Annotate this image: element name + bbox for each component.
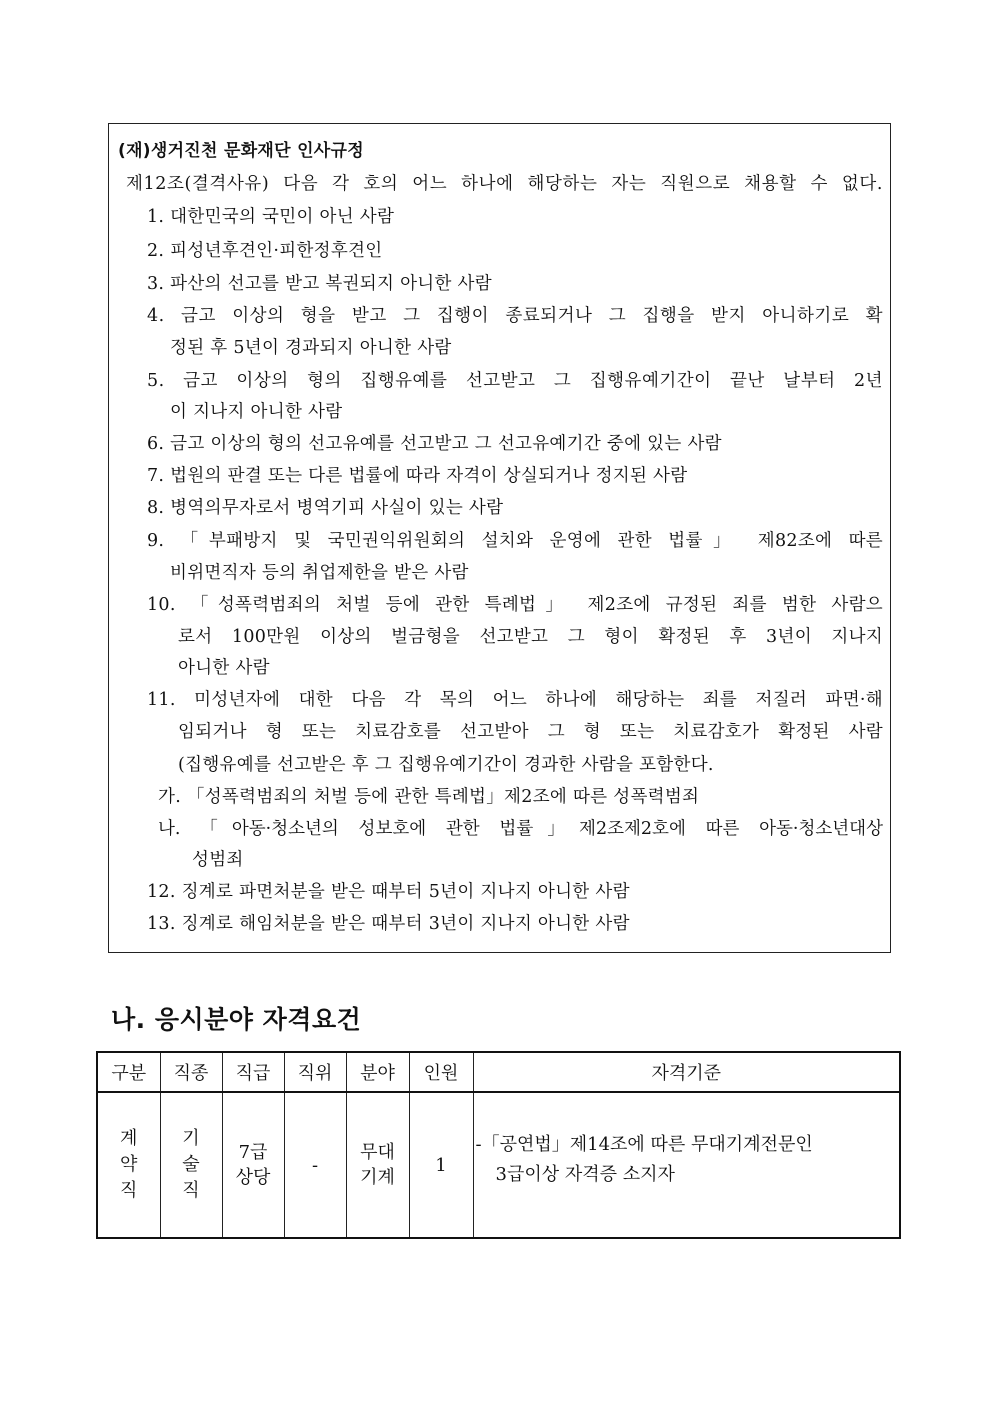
item-7: 7. 법원의 판결 또는 다른 법률에 따라 자격이 상실되거나 정지된 사람 xyxy=(147,466,688,486)
item-5-line1: 5. 금고 이상의 형의 집행유예를 선고받고 그 집행유예기간이 끝난 날부터 2년 xyxy=(147,371,883,391)
criteria-line: 3급이상 자격증 소지자 xyxy=(495,1164,675,1185)
table-header-row xyxy=(97,1052,900,1092)
header-position: 직위 xyxy=(284,1052,346,1092)
item-11-line2: 임되거나 형 또는 치료감호를 선고받아 그 형 또는 치료감호가 확정된 사람 xyxy=(178,722,883,742)
item-9 xyxy=(147,529,883,553)
header-job-type: 직종 xyxy=(160,1052,222,1092)
item-11-na-line1: 나. 「아동·청소년의 성보호에 관한 법률」제2조제2호에 따른 아동·청소년대상 xyxy=(158,819,883,839)
table-row xyxy=(97,1092,900,1238)
section-heading: 나. 응시분야 자격요건 xyxy=(111,1005,362,1034)
requirements-table xyxy=(96,1051,901,1239)
item-11-cont1 xyxy=(178,720,883,744)
field-line: 기계 xyxy=(360,1167,395,1188)
item-5 xyxy=(147,369,883,393)
item-11-line1: 11. 미성년자에 대한 다음 각 목의 어느 하나에 해당하는 죄를 저질러 파면·해 xyxy=(147,690,883,710)
header-field: 분야 xyxy=(346,1052,409,1092)
cell-category xyxy=(97,1092,160,1238)
item-12: 12. 징계로 파면처분을 받은 때부터 5년이 지나지 아니한 사람 xyxy=(147,882,630,902)
cell-position: - xyxy=(284,1092,346,1238)
item-13: 13. 징계로 해임처분을 받은 때부터 3년이 지나지 아니한 사람 xyxy=(147,914,630,934)
header-criteria: 자격기준 xyxy=(473,1052,900,1092)
item-11-na xyxy=(158,817,883,841)
job-type-char: 술 xyxy=(182,1154,200,1175)
category-char: 약 xyxy=(120,1154,138,1175)
cell-job-type xyxy=(160,1092,222,1238)
item-2: 2. 피성년후견인·피한정후견인 xyxy=(147,241,383,261)
field-line: 무대 xyxy=(360,1142,395,1163)
item-10-line2: 로서 100만원 이상의 벌금형을 선고받고 그 형이 확정된 후 3년이 지나지 xyxy=(178,627,883,647)
regulation-title: (재)생거진천 문화재단 인사규정 xyxy=(118,141,364,161)
item-8: 8. 병역의무자로서 병역기피 사실이 있는 사람 xyxy=(147,498,504,518)
header-count: 인원 xyxy=(409,1052,473,1092)
item-4-line1: 4. 금고 이상의 형을 받고 그 집행이 종료되거나 그 집행을 받지 아니하기로 확 xyxy=(147,306,883,326)
item-6: 6. 금고 이상의 형의 선고유예를 선고받고 그 선고유예기간 중에 있는 사람 xyxy=(147,434,722,454)
item-4-cont: 정된 후 5년이 경과되지 아니한 사람 xyxy=(170,338,452,358)
cell-count: 1 xyxy=(409,1092,473,1238)
criteria-line: -「공연법」제14조에 따른 무대기계전문인 xyxy=(475,1134,813,1155)
item-4 xyxy=(147,304,883,328)
cell-grade xyxy=(222,1092,284,1238)
item-3: 3. 파산의 선고를 받고 복권되지 아니한 사람 xyxy=(147,274,492,294)
article-text: 제12조(결격사유) 다음 각 호의 어느 하나에 해당하는 자는 직원으로 채용할 수 없다. xyxy=(126,174,883,194)
category-char: 직 xyxy=(120,1180,138,1201)
item-9-cont: 비위면직자 등의 취업제한을 받은 사람 xyxy=(170,563,469,583)
grade-line: 7급 xyxy=(238,1142,268,1163)
item-11-ga: 가. 「성폭력범죄의 처벌 등에 관한 특례법」제2조에 따른 성폭력범죄 xyxy=(158,787,700,807)
header-category: 구분 xyxy=(97,1052,160,1092)
item-11 xyxy=(147,688,883,712)
header-grade: 직급 xyxy=(222,1052,284,1092)
regulation-article xyxy=(126,172,883,196)
item-5-cont: 이 지나지 아니한 사람 xyxy=(170,402,343,422)
item-10 xyxy=(147,593,883,617)
job-type-char: 직 xyxy=(182,1180,200,1201)
item-11-na-cont: 성범죄 xyxy=(192,850,244,870)
item-10-cont1 xyxy=(178,625,883,649)
grade-line: 상당 xyxy=(235,1167,271,1188)
item-9-line1: 9. 「부패방지 및 국민권익위원회의 설치와 운영에 관한 법률」 제82조에 따른 xyxy=(147,531,883,551)
cell-field xyxy=(346,1092,409,1238)
item-10-cont2: 아니한 사람 xyxy=(178,658,270,678)
job-type-char: 기 xyxy=(182,1128,200,1149)
item-11-cont2: (집행유예를 선고받은 후 그 집행유예기간이 경과한 사람을 포함한다. xyxy=(178,755,714,775)
item-1: 1. 대한민국의 국민이 아닌 사람 xyxy=(147,207,395,227)
cell-criteria xyxy=(473,1092,900,1238)
item-10-line1: 10. 「성폭력범죄의 처벌 등에 관한 특례법」 제2조에 규정된 죄를 범한 사람으 xyxy=(147,595,883,615)
category-char: 계 xyxy=(120,1128,138,1149)
